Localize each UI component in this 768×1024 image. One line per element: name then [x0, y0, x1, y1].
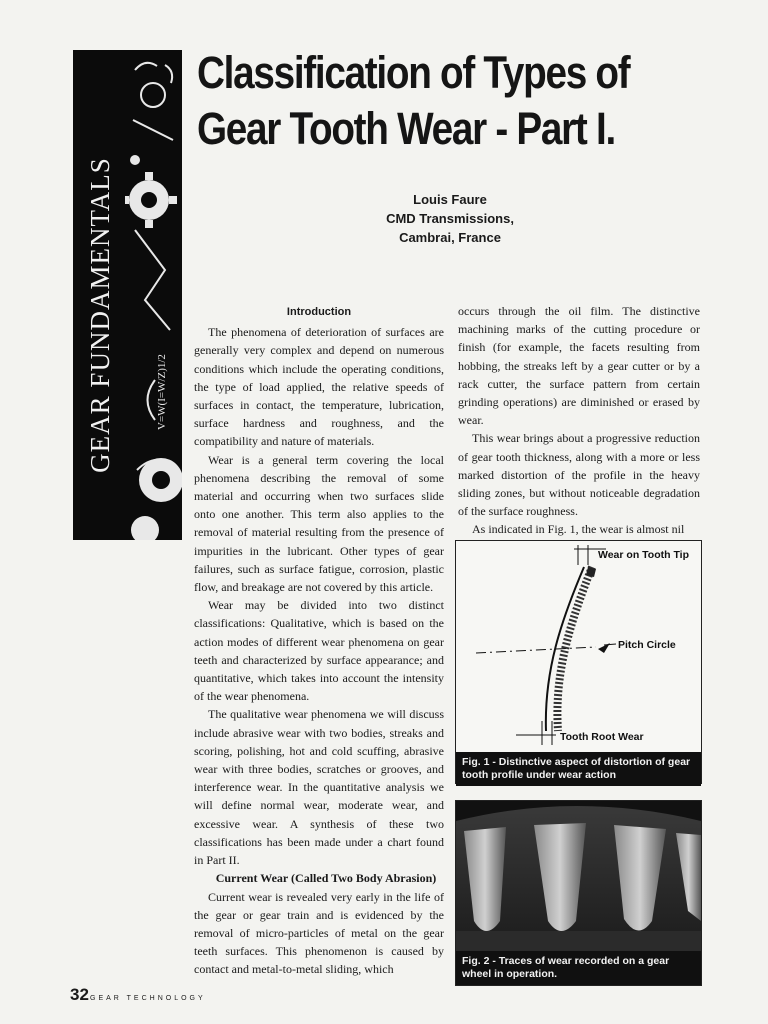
paragraph: Wear is a general term covering the local phenomena describing the removal of some material and occurring when two surfaces slide onto one another. This term also applies to the removal of material resulting from the presence of impurities in the lubricant. Other types of gear failures, such as surface fatigue, corrosion, plastic flow, and breakage are not covered by this article.: [194, 452, 444, 595]
title-line-1: Classification of Types of: [197, 47, 630, 98]
figure-1: [455, 540, 702, 784]
paragraph: Wear may be divided into two distinct classifications: Qualitative, which is based on the action modes of different wear phenomena on gear teeth and characterized by surface appearance; and quantitative, which takes into account the intensity of the wear phenomena.: [194, 598, 444, 704]
intro-heading: Introduction: [286, 306, 352, 318]
gear-icon: [131, 516, 159, 540]
formula: V=W(I=W/Z)1/2: [156, 354, 168, 430]
section-label: GEAR FUNDAMENTALS: [85, 157, 115, 473]
magazine-name: GEAR TECHNOLOGY: [90, 995, 206, 1002]
body-column-2: [458, 302, 700, 539]
page-number: 32: [70, 985, 89, 1004]
author-name: Louis Faure: [413, 192, 487, 207]
gear-wheel-photo: [456, 801, 701, 951]
paragraph: occurs through the oil film. The distinctive machining marks of the cutting procedure or finish (for example, the facets resulting from hobbing, the streaks left by a gear cutter or by a rack cutter, the surface pattern from certain grinding operations) are diminished or erased by wear.: [458, 304, 700, 428]
paragraph: As indicated in Fig. 1, the wear is almost nil: [472, 522, 685, 537]
figure-2-caption: Fig. 2 - Traces of wear recorded on a gear wheel in operation.: [456, 951, 701, 985]
figure-2: [455, 800, 702, 986]
paragraph: The phenomena of deterioration of surfaces are generally very complex and depend on numerous conditions which include the operating conditions, the type of load applied, the relative speeds of surfaces in contact, the temperature, lubrication, surface hardness and roughness, and the compatibility and nature of materials.: [194, 325, 444, 449]
label-pitch-circle: Pitch Circle: [618, 639, 676, 651]
figure-1-caption: Fig. 1 - Distinctive aspect of distortion of gear tooth profile under wear action: [456, 752, 701, 786]
paragraph: This wear brings about a progressive reduction of gear tooth thickness, along with a more or less marked distortion of the profile in the heavy sliding zones, but without noticeable degradation of the surface roughness.: [458, 431, 700, 519]
byline: [370, 190, 530, 247]
small-gear-icon: [141, 83, 165, 107]
label-tooth-tip: Wear on Tooth Tip: [598, 549, 689, 561]
paragraph: The qualitative wear phenomena we will discuss include abrasive wear with two bodies, streaks and scoring, polishing, hot and cold scuffing, abrasive wear with three bodies, scratches or grooves, and interference wear. In the quantitative analysis we will define normal wear, moderate wear, and excessive wear. A synthesis of these two classifications has been made under a chart found in Part II.: [194, 707, 444, 868]
author-company: CMD Transmissions,: [386, 211, 514, 226]
paragraph: Current wear is revealed very early in the life of the gear or gear train and is evidenced by the removal of micro-particles of metal on the gear teeth surfaces. This phenomenon is caused by contact and metal-to-metal sliding, which: [194, 889, 444, 977]
gear-illustration: [125, 50, 182, 540]
body-column-1: [194, 303, 444, 979]
title-line-2: Gear Tooth Wear - Part I.: [197, 103, 615, 154]
article-title: [197, 45, 661, 157]
author-location: Cambrai, France: [399, 230, 501, 245]
section-sidebar: [73, 50, 182, 540]
current-wear-heading: Current Wear (Called Two Body Abrasion): [215, 871, 437, 886]
label-tooth-root: Tooth Root Wear: [560, 731, 644, 743]
